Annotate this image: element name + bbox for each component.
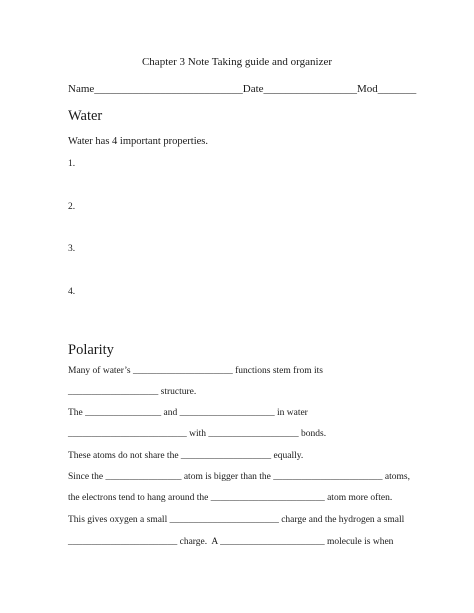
water-property-1: 1. xyxy=(68,159,76,169)
water-intro: Water has 4 important properties. xyxy=(68,136,208,147)
polarity-line-1: Many of water’s _____________________ functions stem from its xyxy=(68,366,323,376)
polarity-line-8: This gives oxygen a small _______________________ charge and the hydrogen a small xyxy=(68,515,405,525)
polarity-line-5: These atoms do not share the ___________________ equally. xyxy=(68,451,304,461)
polarity-line-4: _________________________ with ___________________ bonds. xyxy=(68,429,327,439)
section-heading-water: Water xyxy=(68,108,103,124)
polarity-line-6: Since the ________________ atom is bigger than the _______________________ atoms, xyxy=(68,472,410,482)
water-property-2: 2. xyxy=(68,202,76,212)
section-heading-polarity: Polarity xyxy=(68,342,114,358)
polarity-line-2: ___________________ structure. xyxy=(68,387,197,397)
page-title: Chapter 3 Note Taking guide and organizer xyxy=(141,56,333,68)
polarity-line-7: the electrons tend to hang around the ________________________ atom more often. xyxy=(68,493,393,503)
polarity-line-9: _______________________ charge. A ______________________ molecule is when xyxy=(68,537,394,547)
name-date-mod-row: Name___________________________Date_________________Mod_______ xyxy=(68,83,417,95)
water-property-4: 4. xyxy=(68,287,76,297)
polarity-line-3: The ________________ and ____________________ in water xyxy=(68,408,308,418)
water-property-3: 3. xyxy=(68,244,76,254)
